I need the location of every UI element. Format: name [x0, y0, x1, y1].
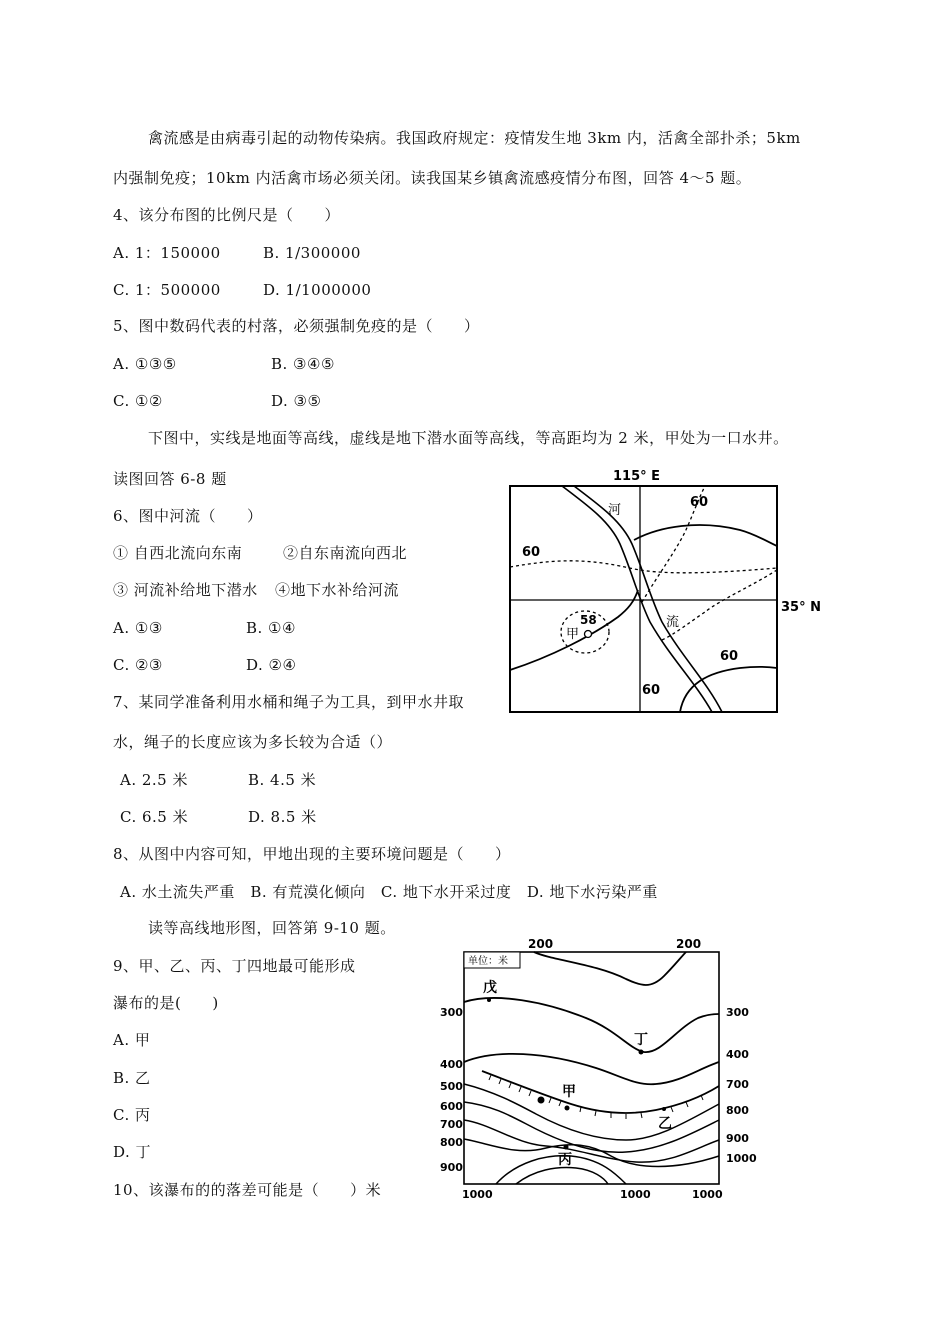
map2-contour-900: [464, 1139, 719, 1167]
map1-well-label: 甲: [566, 627, 580, 642]
q6-stem: 6、图中河流（ ）: [113, 507, 263, 525]
map2-label-jia: 甲: [562, 1084, 576, 1100]
q6-statement-3: ③ 河流补给地下潜水: [113, 581, 258, 599]
q9-line-1: 9、甲、乙、丙、丁四地最可能形成: [113, 957, 356, 975]
q5-option-b: B. ③④⑤: [271, 355, 335, 373]
map2-label-ding: 丁: [634, 1032, 648, 1048]
map2-label-wu: 戊: [483, 980, 497, 996]
map2-contour-800: [464, 1120, 719, 1162]
map1-river-label-1: 河: [608, 503, 622, 518]
q6-option-d: D. ②④: [246, 656, 297, 674]
q7-option-a: A. 2.5 米: [120, 771, 188, 789]
map2-bottom-label-center: 1000: [620, 1188, 651, 1201]
q6-statement-2: ②自东南流向西北: [283, 544, 408, 562]
q5-option-d: D. ③⑤: [271, 392, 322, 410]
q7-option-b: B. 4.5 米: [248, 771, 317, 789]
map1-longitude-label: 115° E: [613, 469, 661, 484]
map2-label-200-left: 200: [528, 937, 554, 951]
map1-label-60-s: 60: [642, 683, 661, 698]
map2-contour-300: [464, 998, 719, 1052]
map2-left-label-600: 600: [440, 1100, 463, 1113]
q7-option-c: C. 6.5 米: [120, 808, 189, 826]
map1-river-bank-1: [562, 486, 712, 712]
map1-groundwater-contour-se: [662, 570, 777, 640]
q4-stem: 4、该分布图的比例尺是（ ）: [113, 206, 341, 224]
map2-label-bing: 丙: [558, 1152, 572, 1168]
map2-point-wu: [487, 998, 491, 1002]
q6-option-c: C. ②③: [113, 656, 163, 674]
q6-option-a: A. ①③: [113, 619, 163, 637]
map2-contour-inner-2: [516, 1168, 608, 1184]
q6-statement-1: ① 自西北流向东南: [113, 544, 243, 562]
intro-line-2: 内强制免疫；10km 内活禽市场必须关闭。读我国某乡镇禽流感疫情分布图，回答 4～5 题。: [113, 169, 752, 187]
map2-right-label-900: 900: [726, 1132, 749, 1145]
map1-frame: [510, 486, 777, 712]
map2-label-200-right: 200: [676, 937, 702, 951]
map2-point-bing: [564, 1145, 569, 1150]
map2-unit-label: 单位：米: [468, 956, 508, 967]
map1-ground-contour-se: [680, 667, 777, 712]
map2-contour-200: [534, 952, 686, 985]
map1-label-60-se: 60: [720, 649, 739, 664]
map2-right-label-700: 700: [726, 1078, 749, 1091]
map2-left-label-400: 400: [440, 1058, 463, 1071]
map1-river-label-2: 流: [666, 615, 680, 630]
q7-option-d: D. 8.5 米: [248, 808, 317, 826]
map2-point-cliff: [538, 1097, 545, 1104]
groundwater-contour-map: [500, 462, 830, 717]
q8-stem: 8、从图中内容可知，甲地出现的主要环境问题是（ ）: [113, 845, 511, 863]
q9-line-2: 瀑布的是( ): [113, 994, 219, 1012]
map2-left-label-300: 300: [440, 1006, 463, 1019]
q6-option-b: B. ①④: [246, 619, 296, 637]
topographic-contour-map: [436, 934, 766, 1204]
map2-right-label-300: 300: [726, 1006, 749, 1019]
q7-line-1: 7、某同学准备利用水桶和绳子为工具，到甲水井取: [113, 693, 465, 711]
map1-label-60-ne: 60: [690, 495, 709, 510]
q5-option-a: A. ①③⑤: [113, 355, 177, 373]
map1-ground-contour-ne: [634, 525, 777, 546]
map2-point-yi: [662, 1107, 666, 1111]
map1-groundwater-contour-north: [510, 561, 777, 573]
intro-line-1: 禽流感是由病毒引起的动物传染病。我国政府规定：疫情发生地 3km 内，活禽全部扑杀；5km: [148, 129, 801, 147]
map2-right-label-800: 800: [726, 1104, 749, 1117]
q8-options: A. 水土流失严重 B. 有荒漠化倾向 C. 地下水开采过度 D. 地下水污染严重: [120, 883, 658, 901]
map1-well-marker: [585, 631, 592, 638]
q9-option-c: C. 丙: [113, 1106, 151, 1124]
intro2-line-2: 读图回答 6-8 题: [113, 470, 227, 488]
q9-option-d: D. 丁: [113, 1143, 152, 1161]
intro3: 读等高线地形图，回答第 9-10 题。: [148, 919, 396, 937]
q6-statement-4: ④地下水补给河流: [275, 581, 400, 599]
q7-line-2: 水，绳子的长度应该为多长较为合适（）: [113, 733, 393, 751]
q9-option-b: B. 乙: [113, 1069, 151, 1087]
map2-left-label-900: 900: [440, 1161, 463, 1174]
intro2-line-1: 下图中，实线是地面等高线，虚线是地下潜水面等高线，等高距均为 2 米，甲处为一口水井。: [148, 429, 789, 447]
q9-option-a: A. 甲: [113, 1031, 151, 1049]
q10-stem: 10、该瀑布的的落差可能是（ ）米: [113, 1181, 382, 1199]
map2-right-label-1000: 1000: [726, 1152, 757, 1165]
q5-stem: 5、图中数码代表的村落，必须强制免疫的是（ ）: [113, 317, 480, 335]
q5-option-c: C. ①②: [113, 392, 163, 410]
q4-option-c: C. 1：500000: [113, 281, 221, 299]
q4-option-b: B. 1/300000: [263, 244, 361, 262]
map2-right-label-400: 400: [726, 1048, 749, 1061]
map1-label-58: 58: [580, 613, 597, 627]
q4-option-a: A. 1：150000: [113, 244, 221, 262]
q4-option-d: D. 1/1000000: [263, 281, 372, 299]
map2-point-jia: [565, 1106, 570, 1111]
map2-left-label-800: 800: [440, 1136, 463, 1149]
map2-label-yi: 乙: [658, 1116, 672, 1132]
map2-bottom-label-right: 1000: [692, 1188, 723, 1201]
map2-bottom-label-left: 1000: [462, 1188, 493, 1201]
map2-left-label-700: 700: [440, 1118, 463, 1131]
map2-left-label-500: 500: [440, 1080, 463, 1093]
map2-point-ding: [639, 1050, 644, 1055]
map1-river-bank-2: [574, 486, 722, 712]
map1-label-60-nw: 60: [522, 545, 541, 560]
map1-latitude-label: 35° N: [781, 600, 821, 615]
